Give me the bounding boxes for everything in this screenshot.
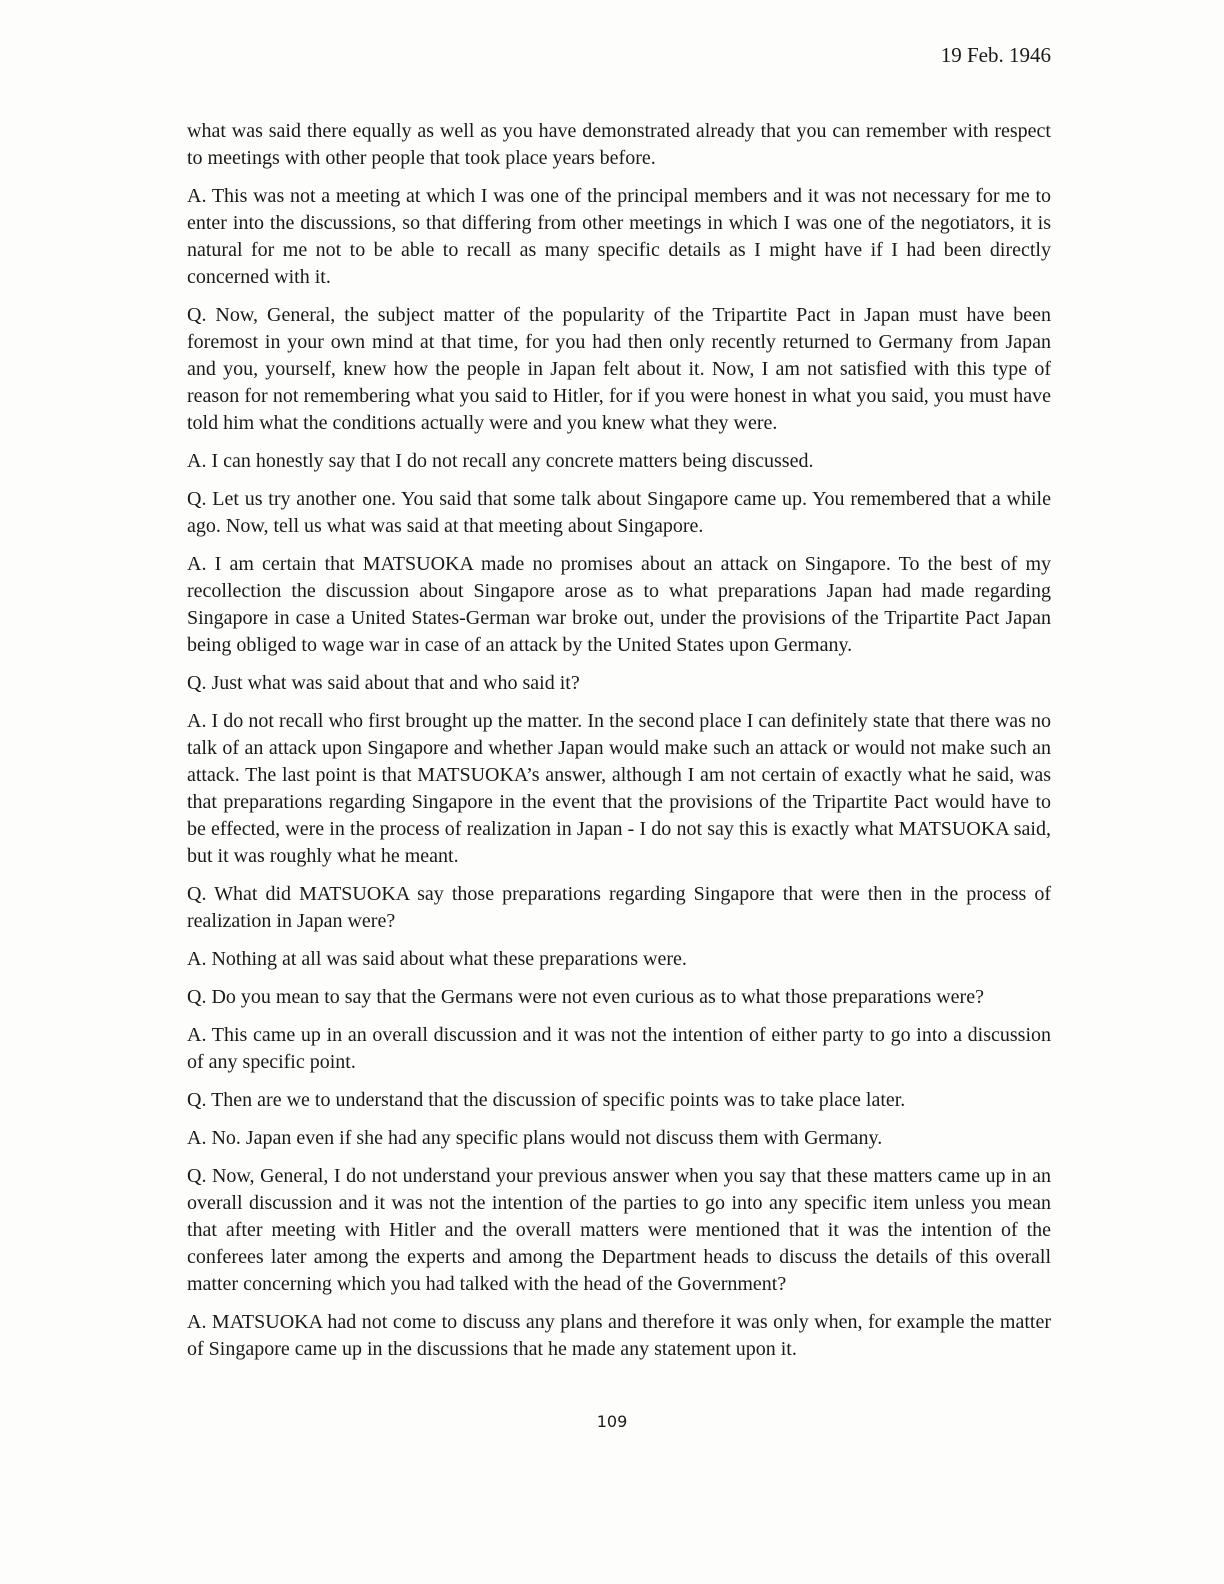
- transcript-paragraph: A. I can honestly say that I do not recall any concrete matters being discussed.: [187, 450, 814, 472]
- transcript-paragraph: A. No. Japan even if she had any specific plans would not discuss them with Germany.: [187, 1127, 883, 1149]
- transcript-paragraph: Q. Now, General, I do not understand your previous answer when you say that these matters came up in an overall discussion and it was not the intention of the parties to go into any specific item unless you mean that after meeting with Hitler and the overall matters were mentioned that it was the intention of the conferees later among the experts and among the Department heads to discuss the details of this overall matter concerning which you had talked with the head of the Government?: [187, 1165, 1051, 1295]
- transcript-paragraph: Q. What did MATSUOKA say those preparations regarding Singapore that were then in the process of realization in Japan were?: [187, 883, 1051, 932]
- transcript-paragraph: Q. Just what was said about that and who said it?: [187, 672, 580, 694]
- transcript-paragraph: Q. Let us try another one. You said that some talk about Singapore came up. You remembered that a while ago. Now, tell us what was said at that meeting about Singapore.: [187, 488, 1051, 537]
- transcript-paragraph: A. MATSUOKA had not come to discuss any plans and therefore it was only when, for example the matter of Singapore came up in the discussions that he made any statement upon it.: [187, 1311, 1051, 1360]
- transcript-paragraph: A. This came up in an overall discussion and it was not the intention of either party to go into a discussion of any specific point.: [187, 1024, 1051, 1073]
- transcript-paragraph: A. This was not a meeting at which I was one of the principal members and it was not necessary for me to enter into the discussions, so that differing from other meetings in which I was one of the negotiators, it is natural for me not to be able to recall as many specific details as I might have if I had been directly concerned with it.: [187, 185, 1051, 288]
- page-number: 109: [596, 1412, 628, 1431]
- transcript-body: [187, 118, 1051, 1374]
- transcript-paragraph: Q. Now, General, the subject matter of the popularity of the Tripartite Pact in Japan must have been foremost in your own mind at that time, for you had then only recently returned to Germany from Japan and you, yourself, knew how the people in Japan felt about it. Now, I am not satisfied with this type of reason for not remembering what you said to Hitler, for if you were honest in what you said, you must have told him what the conditions actually were and you knew what they were.: [187, 304, 1051, 434]
- transcript-paragraph: what was said there equally as well as you have demonstrated already that you can remember with respect to meetings with other people that took place years before.: [187, 120, 1051, 169]
- transcript-paragraph: A. I do not recall who first brought up the matter. In the second place I can definitely state that there was no talk of an attack upon Singapore and whether Japan would make such an attack or would not make such an attack. The last point is that MATSUOKA’s answer, although I am not certain of exactly what he said, was that preparations regarding Singapore in the event that the provisions of the Tripartite Pact would have to be effected, were in the process of realization in Japan - I do not say this is exactly what MATSUOKA said, but it was roughly what he meant.: [187, 710, 1051, 867]
- document-date: 19 Feb. 1946: [940, 43, 1051, 67]
- transcript-paragraph: A. I am certain that MATSUOKA made no promises about an attack on Singapore. To the best of my recollection the discussion about Singapore arose as to what preparations Japan had made regarding Singapore in case a United States-German war broke out, under the provisions of the Tripartite Pact Japan being obliged to wage war in case of an attack by the United States upon Germany.: [187, 553, 1051, 656]
- transcript-paragraph: A. Nothing at all was said about what these preparations were.: [187, 948, 687, 970]
- transcript-paragraph: Q. Do you mean to say that the Germans were not even curious as to what those preparations were?: [187, 986, 984, 1008]
- transcript-paragraph: Q. Then are we to understand that the discussion of specific points was to take place later.: [187, 1089, 906, 1111]
